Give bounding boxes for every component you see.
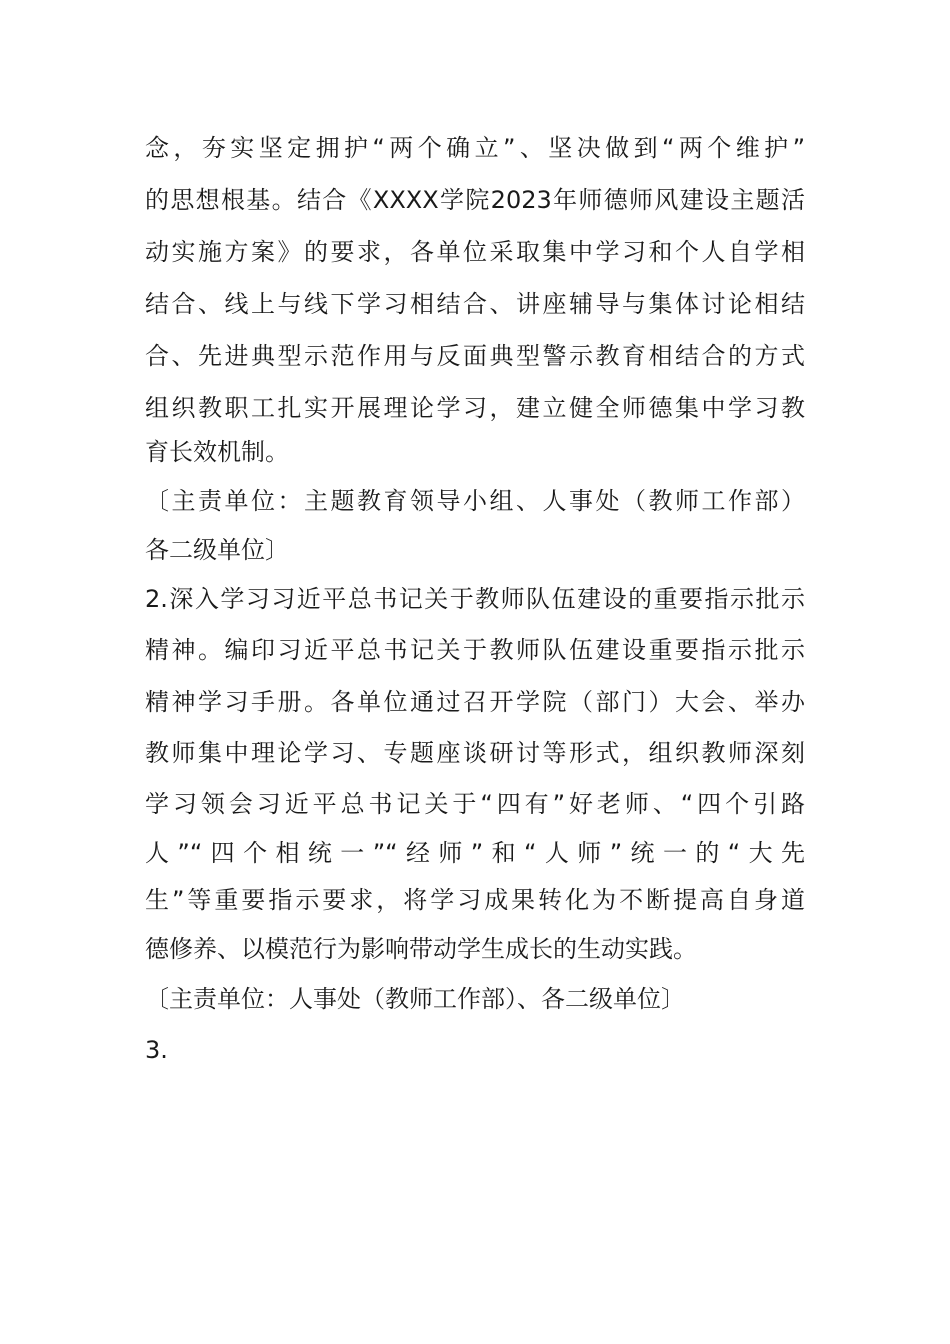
item-3-number: 3. bbox=[145, 1036, 168, 1064]
text-line-4: 结合、线上与线下学习相结合、讲座辅导与集体讨论相结 bbox=[145, 290, 805, 318]
text-line-7: 育长效机制。 bbox=[145, 438, 289, 466]
text-line-5: 合、先进典型示范作用与反面典型警示教育相结合的方式 bbox=[145, 342, 805, 370]
item-2-line-6: 人”“四个相统一”“经师”和“人师”统一的“大先 bbox=[145, 839, 805, 867]
responsible-unit-line-3: 〔主责单位：人事处（教师工作部）、各二级单位〕 bbox=[145, 985, 685, 1013]
item-2-line-3: 精神学习手册。各单位通过召开学院（部门）大会、举办 bbox=[145, 688, 805, 716]
text-line-1: 念，夯实坚定拥护“两个确立”、坚决做到“两个维护” bbox=[145, 134, 805, 162]
item-2-line-4: 教师集中理论学习、专题座谈研讨等形式，组织教师深刻 bbox=[145, 739, 805, 767]
item-2-line-5: 学习领会习近平总书记关于“四有”好老师、“四个引路 bbox=[145, 790, 805, 818]
text-line-6: 组织教职工扎实开展理论学习，建立健全师德集中学习教 bbox=[145, 394, 805, 422]
responsible-unit-line-1: 〔主责单位：主题教育领导小组、人事处（教师工作部） bbox=[145, 487, 805, 515]
item-2-line-1: 2.深入学习习近平总书记关于教师队伍建设的重要指示批示 bbox=[145, 585, 805, 613]
responsible-unit-line-2: 各二级单位〕 bbox=[145, 536, 289, 564]
item-2-line-2: 精神。编印习近平总书记关于教师队伍建设重要指示批示 bbox=[145, 636, 805, 664]
text-line-2: 的思想根基。结合《XXXX学院2023年师德师风建设主题活 bbox=[145, 186, 805, 214]
item-2-line-7: 生”等重要指示要求，将学习成果转化为不断提高自身道 bbox=[145, 886, 805, 914]
item-2-line-8: 德修养、以模范行为影响带动学生成长的生动实践。 bbox=[145, 935, 697, 963]
text-line-3: 动实施方案》的要求，各单位采取集中学习和个人自学相 bbox=[145, 238, 805, 266]
